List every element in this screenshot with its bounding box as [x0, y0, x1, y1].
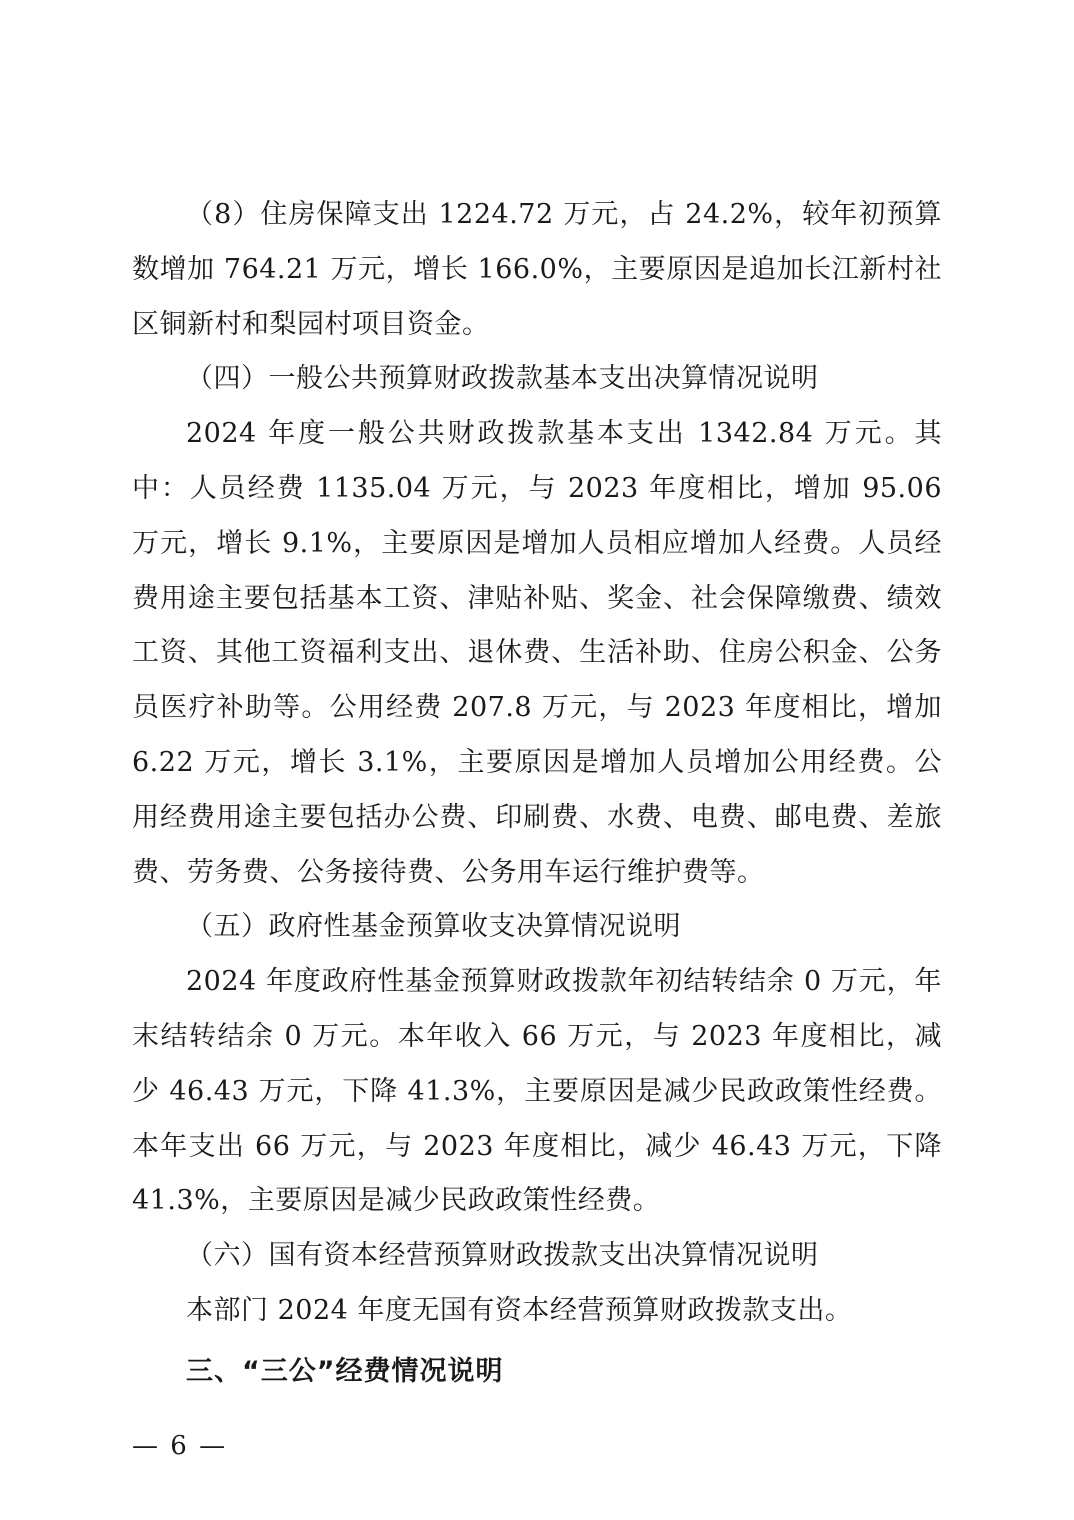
section-heading-three-public: 三、“三公”经费情况说明 — [186, 1355, 504, 1387]
paragraph-basic-expenditure: 2024 年度一般公共财政拨款基本支出 1342.84 万元。其中：人员经费 1135.04 万元，与 2023 年度相比，增加 95.06 万元，增长 9.1%，主要原因是增加人员相应增加人经费。人员经费用途主要包括基本工资、津贴补贴、奖金、社会保障缴费、绩效工资、其他工资福利支出、退休费、生活补助、住房公积金、公务员医疗补助等。公用经费 207.8 万元，与 2023 年度相比，增加 6.22 万元，增长 3.1%，主要原因是增加人员增加公用经费。公用经费用途主要包括办公费、印刷费、水费、电费、邮电费、差旅费、劳务费、公务接待费、公务用车运行维护费等。 — [132, 418, 942, 888]
document-body — [132, 188, 942, 1400]
paragraph-state-capital: 本部门 2024 年度无国有资本经营预算财政拨款支出。 — [186, 1294, 853, 1326]
heading-state-capital: （六）国有资本经营预算财政拨款支出决算情况说明 — [186, 1240, 819, 1272]
paragraph-government-fund: 2024 年度政府性基金预算财政拨款年初结转结余 0 万元，年末结转结余 0 万元。本年收入 66 万元，与 2023 年度相比，减少 46.43 万元，下降 41.3%，主要原因是减少民政政策性经费。本年支出 66 万元，与 2023 年度相比，减少 46.43 万元，下降 41.3%，主要原因是减少民政政策性经费。 — [132, 966, 942, 1217]
paragraph-housing-expenditure: （8）住房保障支出 1224.72 万元，占 24.2%，较年初预算数增加 764.21 万元，增长 166.0%，主要原因是追加长江新村社区铜新村和梨园村项目资金。 — [132, 199, 942, 340]
heading-government-fund: （五）政府性基金预算收支决算情况说明 — [186, 911, 681, 943]
page-number: — 6 — — [132, 1431, 228, 1461]
heading-basic-expenditure: （四）一般公共预算财政拨款基本支出决算情况说明 — [186, 363, 819, 395]
